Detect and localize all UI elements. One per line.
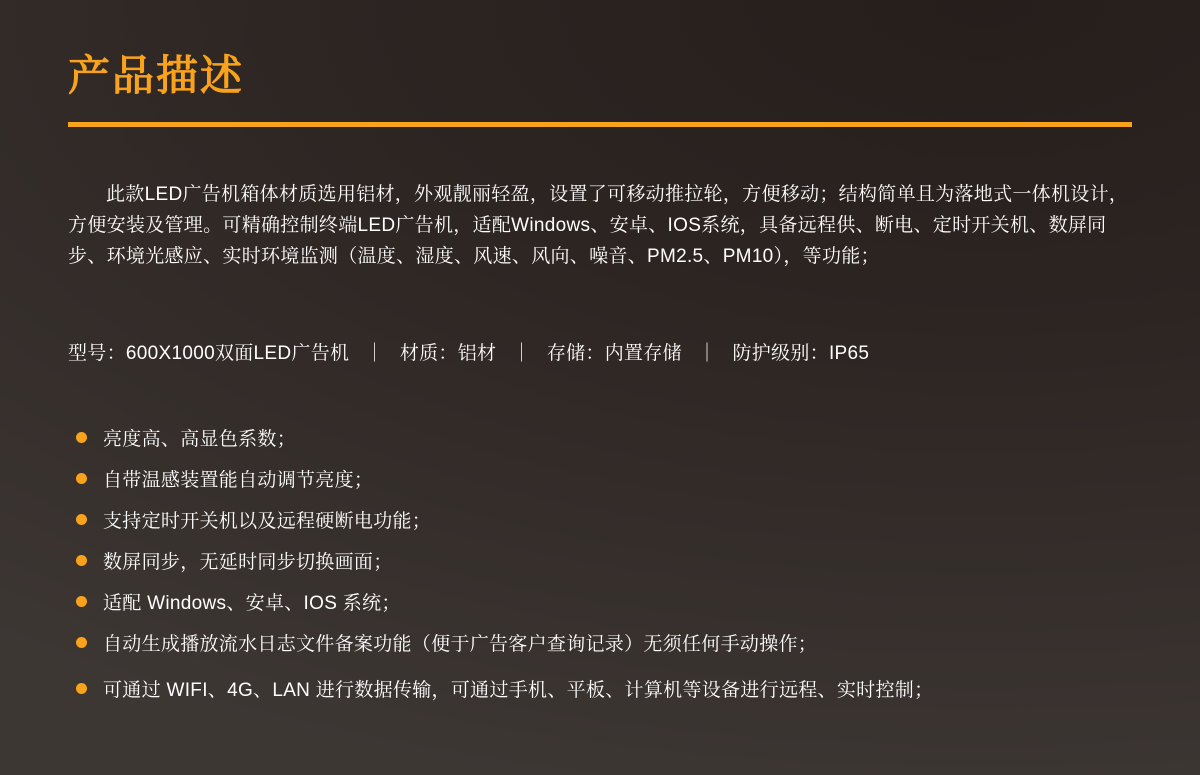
spec-text: 存储：内置存储 xyxy=(546,343,682,364)
spec-separator: ｜ xyxy=(511,343,532,364)
spec-line xyxy=(68,338,1132,369)
list-item xyxy=(76,622,1132,663)
list-item xyxy=(76,540,1132,581)
page-title: 产品描述 xyxy=(68,52,245,99)
spec-text: 型号：600X1000双面LED广告机 xyxy=(68,343,350,364)
feature-text: 数屏同步，无延时同步切换画面； xyxy=(103,552,393,573)
feature-text: 支持定时开关机以及远程硬断电功能； xyxy=(103,511,432,532)
feature-text: 自带温感装置能自动调节亮度； xyxy=(103,470,374,491)
spec-text: 材质：铝材 xyxy=(399,343,497,364)
bullet-dot-icon xyxy=(76,473,87,484)
feature-text: 自动生成播放流水日志文件备案功能（便于广告客户查询记录）无须任何手动操作； xyxy=(103,634,818,655)
feature-text: 适配 Windows、安卓、IOS 系统； xyxy=(103,593,401,614)
bullet-dot-icon xyxy=(76,596,87,607)
intro-paragraph: 此款LED广告机箱体材质选用铝材，外观靓丽轻盈，设置了可移动推拉轮，方便移动；结构简单且为落地式一体机设计，方便安装及管理。可精确控制终端LED广告机，适配Windows、安卓、IOS系统，具备远程供、断电、定时开关机、数屏同步、环境光感应、实时环境监测（温度、湿度、风速、风向、噪音、PM2.5、PM10），等功能； xyxy=(68,184,1129,267)
feature-text: 可通过 WIFI、4G、LAN 进行数据传输，可通过手机、平板、计算机等设备进行远程、实时控制； xyxy=(103,680,934,701)
spec-item xyxy=(547,343,733,364)
spec-item xyxy=(400,343,547,364)
spec-separator: ｜ xyxy=(697,343,717,364)
feature-text: 亮度高、高显色系数； xyxy=(103,429,297,450)
list-item xyxy=(76,668,1132,709)
spec-item xyxy=(732,343,869,364)
feature-list xyxy=(68,417,1132,709)
bullet-dot-icon xyxy=(76,637,87,648)
spec-separator: ｜ xyxy=(364,343,385,364)
list-item xyxy=(76,581,1132,622)
list-item xyxy=(76,499,1132,540)
bullet-dot-icon xyxy=(76,683,87,694)
list-item xyxy=(76,417,1132,458)
list-item xyxy=(76,458,1132,499)
bullet-dot-icon xyxy=(76,432,87,443)
spec-item xyxy=(68,343,400,364)
title-underline xyxy=(68,122,1132,127)
bullet-dot-icon xyxy=(76,514,87,525)
bullet-dot-icon xyxy=(76,555,87,566)
spec-text: 防护级别：IP65 xyxy=(732,343,870,364)
